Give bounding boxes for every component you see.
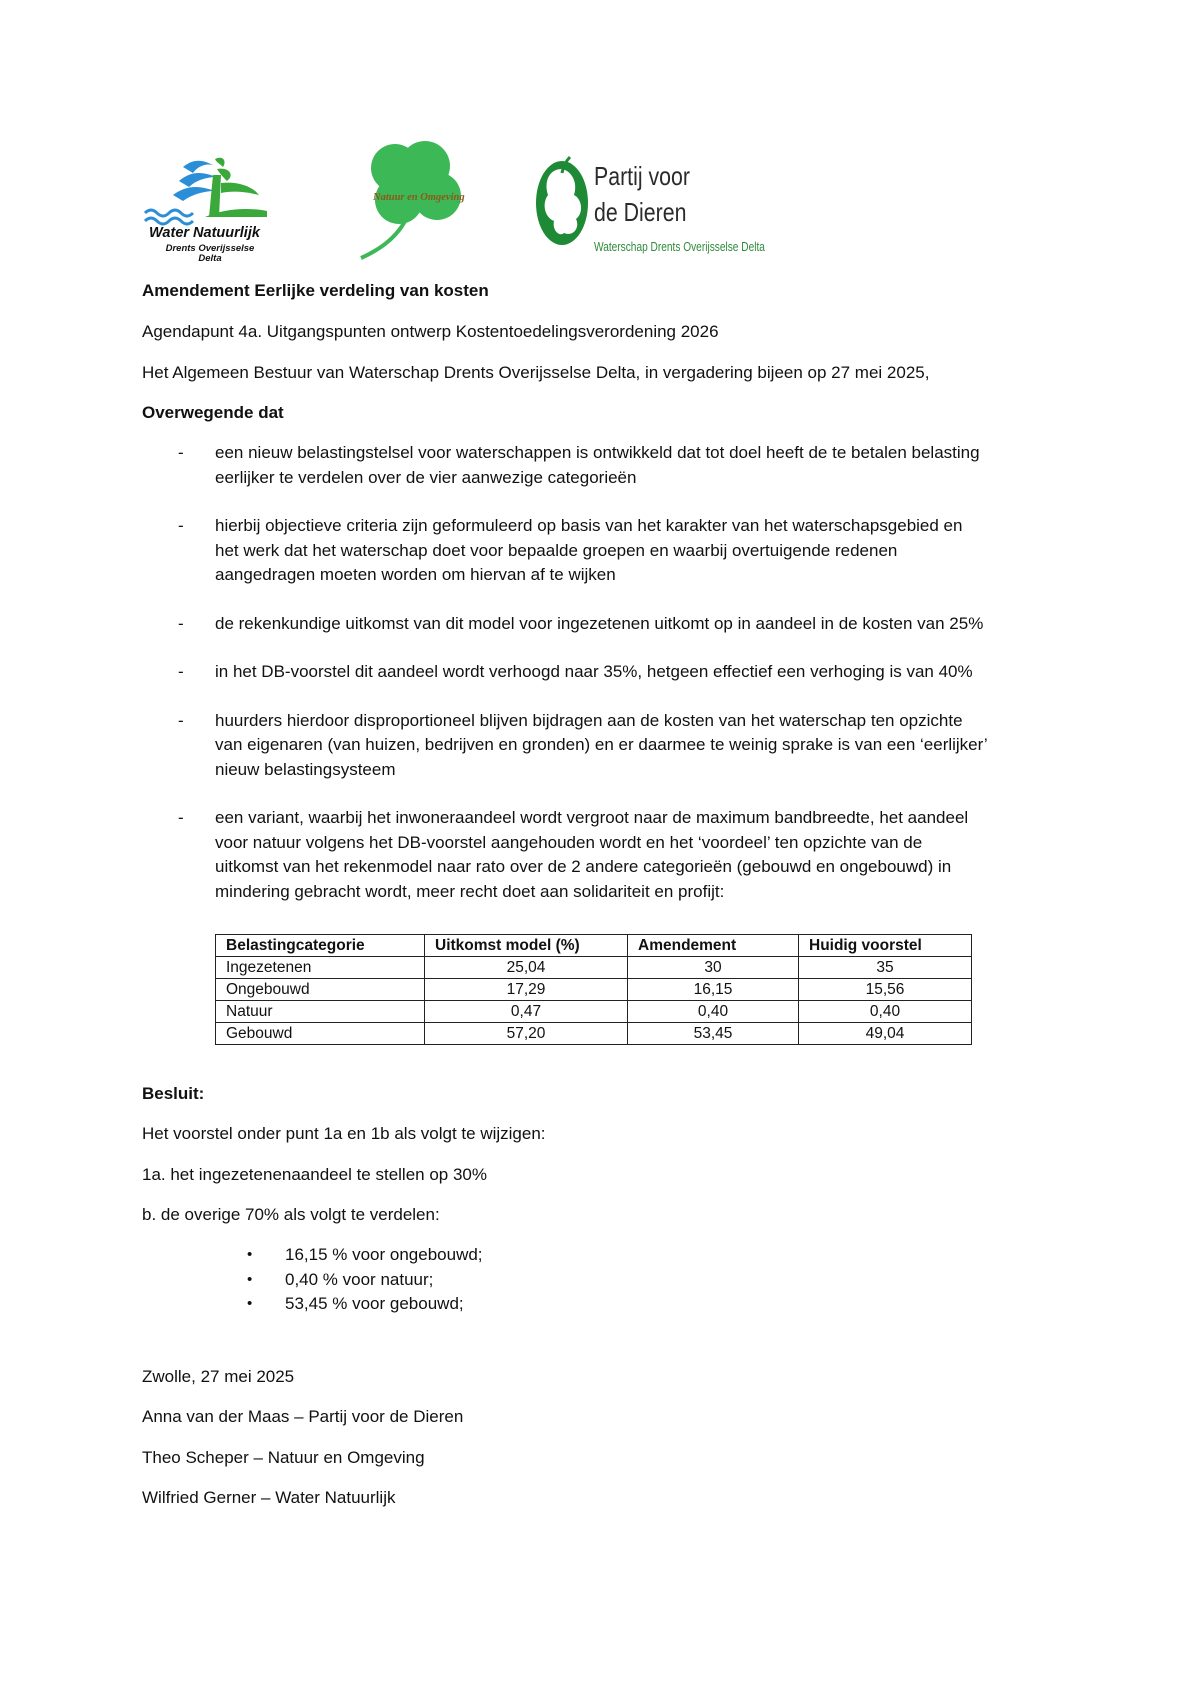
natuur-en-omgeving-text: Natuur en Omgeving [373, 192, 465, 203]
table-cell: 0,40 [628, 1001, 799, 1023]
consideration-item [142, 514, 1062, 588]
table-cell: 25,04 [425, 957, 628, 979]
consideration-dash: - [178, 808, 184, 827]
consideration-line: het werk dat het waterschap doet voor bepaalde groepen en waarbij overtuigende redenen [215, 540, 898, 560]
consideration-item [142, 612, 1062, 637]
water-natuurlijk-emblem-icon [143, 155, 278, 227]
table-cell: 0,47 [425, 1001, 628, 1023]
besluit-line: b. de overige 70% als volgt te verdelen: [142, 1205, 440, 1224]
agenda-item: Agendapunt 4a. Uitgangspunten ontwerp Kostentoedelingsverordening 2026 [142, 322, 719, 341]
consideration-line: in het DB-voorstel dit aandeel wordt verhoogd naar 35%, hetgeen effectief een verhoging is van 40% [215, 662, 973, 681]
consideration-line: een nieuw belastingstelsel voor waterschappen is ontwikkeld dat tot doel heeft de te betalen belasting [215, 443, 980, 462]
bullet-dot: • [247, 1246, 253, 1263]
consideration-line: voor natuur volgens het DB-voorstel aangehouden wordt en het ‘voordeel’ ten opzichte van de [215, 832, 923, 852]
pvdd-subtitle: Waterschap Drents Overijsselse Delta [594, 239, 765, 254]
table-cell: 49,04 [799, 1023, 972, 1045]
table-row [216, 1023, 972, 1045]
table-row [216, 979, 972, 1001]
consideration-line: een variant, waarbij het inwoneraandeel wordt vergroot naar de maximum bandbreedte, het aandeel [215, 808, 969, 827]
water-natuurlijk-title: Water Natuurlijk [149, 225, 260, 241]
distribution-text: 16,15 % voor ongebouwd; [285, 1245, 483, 1264]
table-cell: 53,45 [628, 1023, 799, 1045]
signatory: Wilfried Gerner – Water Natuurlijk [142, 1488, 396, 1507]
consideration-line: eerlijker te verdelen over de vier aanwezige categorieën [215, 467, 637, 487]
consideration-line: aangedragen moeten worden om hiervan af te wijken [215, 565, 616, 584]
signatory: Theo Scheper – Natuur en Omgeving [142, 1448, 425, 1467]
consideration-dash: - [178, 662, 184, 681]
consideration-item [142, 441, 1062, 490]
consideration-line: huurders hierdoor disproportioneel blijven bijdragen aan de kosten van het waterschap ten opzichte [215, 710, 963, 730]
consideration-line: uitkomst van het rekenmodel naar rato over de 2 andere categorieën (gebouwd en ongebouwd) in [215, 857, 952, 876]
table-cell: 0,40 [799, 1001, 972, 1023]
distribution-text: 53,45 % voor gebouwd; [285, 1294, 464, 1313]
place-date: Zwolle, 27 mei 2025 [142, 1367, 295, 1386]
water-natuurlijk-subtitle-2: Delta [198, 253, 222, 264]
consideration-line: mindering gebracht wordt, meer recht doet aan solidariteit en profijt: [215, 881, 725, 901]
table-cell: Natuur [216, 1001, 425, 1023]
besluit-line: 1a. het ingezetenenaandeel te stellen op 30% [142, 1165, 487, 1184]
table-cell: 35 [799, 957, 972, 979]
water-natuurlijk-subtitle-1: Drents Overijsselse [165, 243, 255, 254]
consideration-line: hierbij objectieve criteria zijn geformuleerd op basis van het karakter van het waterschapsgebied en [215, 516, 963, 535]
besluit-line: Het voorstel onder punt 1a en 1b als volgt te wijzigen: [142, 1124, 546, 1143]
table-cell: Ongebouwd [216, 979, 425, 1001]
table-header-cell: Huidig voorstel [799, 935, 972, 957]
table-cell: Ingezetenen [216, 957, 425, 979]
table-cell: 15,56 [799, 979, 972, 1001]
pvdd-name-line-2: de Dieren [594, 197, 687, 227]
consideration-dash: - [178, 443, 184, 462]
consideration-dash: - [178, 516, 184, 535]
table-header-cell: Amendement [628, 935, 799, 957]
consideration-dash: - [178, 613, 184, 633]
table-cell: 17,29 [425, 979, 628, 1001]
overwegende-heading: Overwegende dat [142, 403, 284, 422]
table-row [216, 1001, 972, 1023]
water-natuurlijk-logo [143, 155, 278, 264]
distribution-item [142, 1292, 483, 1317]
natuur-en-omgeving-logo [355, 138, 470, 260]
signatory: Anna van der Maas – Partij voor de Dieren [142, 1407, 464, 1426]
besluit-heading: Besluit: [142, 1084, 205, 1103]
bullet-dot: • [247, 1295, 253, 1312]
consideration-dash: - [178, 710, 184, 730]
distribution-list [142, 1243, 483, 1317]
consideration-line: van eigenaren (van huizen, bedrijven en gronden) en er daarmee te weinig sprake is van een ‘eerlijker’ [215, 735, 988, 754]
consideration-line: de rekenkundige uitkomst van dit model voor ingezetenen uitkomt op in aandeel in de kosten van 25% [215, 613, 984, 633]
table-cell: Gebouwd [216, 1023, 425, 1045]
document-title: Amendement Eerlijke verdeling van kosten [142, 281, 489, 300]
considerations-list [142, 441, 1062, 928]
table-header-cell: Belastingcategorie [216, 935, 425, 957]
table-cell: 16,15 [628, 979, 799, 1001]
distribution-item [142, 1268, 483, 1293]
bullet-dot: • [247, 1270, 253, 1288]
consideration-item [142, 806, 1062, 904]
pvdd-name-line-1: Partij voor [594, 161, 690, 191]
table-row [216, 957, 972, 979]
consideration-line: nieuw belastingsysteem [215, 759, 396, 779]
partij-voor-de-dieren-logo [534, 145, 765, 260]
consideration-item [142, 709, 1062, 783]
pvdd-apple-icon [534, 149, 590, 249]
table-header-row [216, 935, 972, 957]
table-header-cell: Uitkomst model (%) [425, 935, 628, 957]
distribution-text: 0,40 % voor natuur; [285, 1269, 434, 1289]
table-cell: 30 [628, 957, 799, 979]
distribution-item [142, 1243, 483, 1268]
consideration-item [142, 660, 1062, 685]
intro-text: Het Algemeen Bestuur van Waterschap Drents Overijsselse Delta, in vergadering bijeen op 27 mei 2025, [142, 363, 930, 382]
table-cell: 57,20 [425, 1023, 628, 1045]
tax-category-table [215, 934, 972, 1045]
